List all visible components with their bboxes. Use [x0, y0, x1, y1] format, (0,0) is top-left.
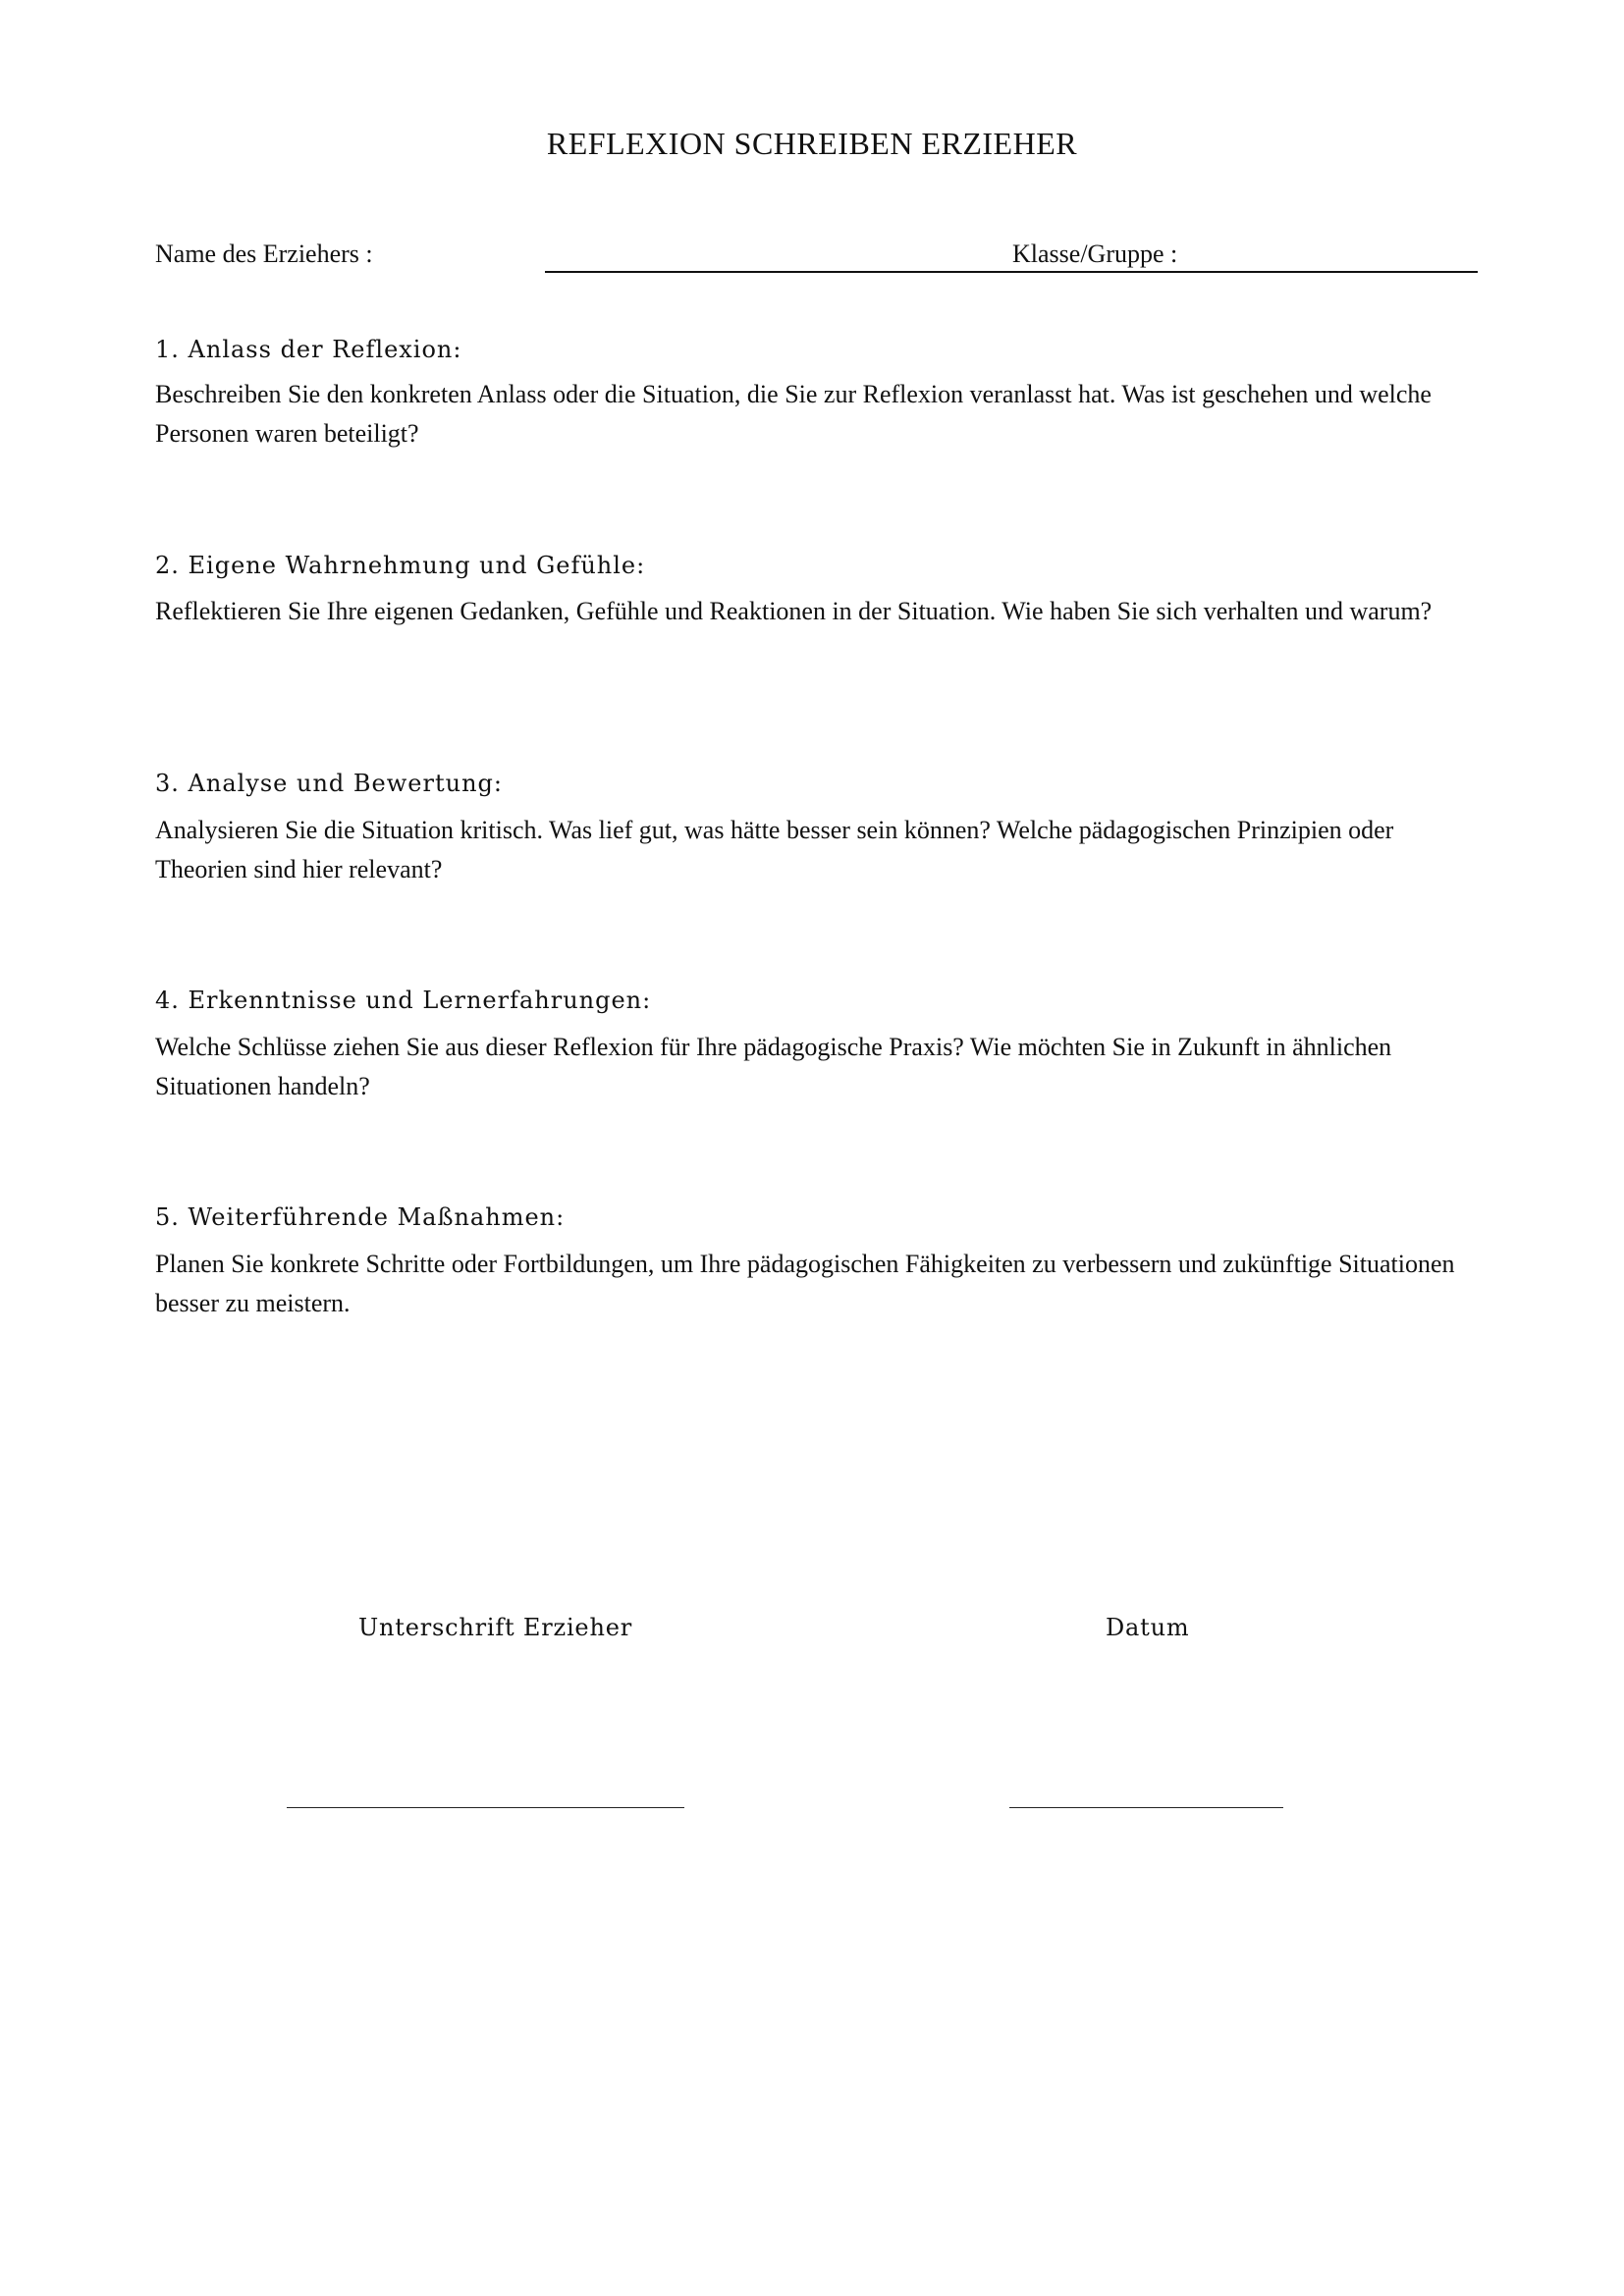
section-3-heading: 3. Analyse und Bewertung:	[155, 770, 503, 797]
section-5-text: Planen Sie konkrete Schritte oder Fortbildungen, um Ihre pädagogischen Fähigkeiten zu verbessern und zukünftige Situationen besser zu meistern.	[155, 1250, 1455, 1317]
section-2-heading: 2. Eigene Wahrnehmung und Gefühle:	[155, 552, 646, 579]
section-4-text: Welche Schlüsse ziehen Sie aus dieser Reflexion für Ihre pädagogische Praxis? Wie möchten Sie in Zukunft in ähnlichen Situationen handeln?	[155, 1033, 1392, 1100]
signature-label: Unterschrift Erzieher	[358, 1614, 632, 1641]
signature-line[interactable]	[287, 1807, 684, 1808]
section-2-text: Reflektieren Sie Ihre eigenen Gedanken, Gefühle und Reaktionen in der Situation. Wie haben Sie sich verhalten und warum?	[155, 597, 1433, 625]
group-field-label: Klasse/Gruppe :	[1012, 240, 1178, 268]
section-1-text: Beschreiben Sie den konkreten Anlass oder die Situation, die Sie zur Reflexion veranlasst hat. Was ist geschehen und welche Personen waren beteiligt?	[155, 380, 1432, 448]
name-and-group-fill-line[interactable]	[545, 271, 1478, 273]
date-line[interactable]	[1009, 1807, 1283, 1808]
section-3-text: Analysieren Sie die Situation kritisch. Was lief gut, was hätte besser sein können? Welche pädagogischen Prinzipien oder Theorien sind hier relevant?	[155, 816, 1394, 883]
section-4-heading: 4. Erkenntnisse und Lernerfahrungen:	[155, 987, 652, 1014]
section-5-heading: 5. Weiterführende Maßnahmen:	[155, 1203, 566, 1231]
name-field-label: Name des Erziehers :	[155, 240, 373, 268]
date-label: Datum	[1106, 1614, 1190, 1641]
section-1-heading: 1. Anlass der Reflexion:	[155, 336, 462, 363]
document-title: REFLEXION SCHREIBEN ERZIEHER	[546, 126, 1078, 161]
